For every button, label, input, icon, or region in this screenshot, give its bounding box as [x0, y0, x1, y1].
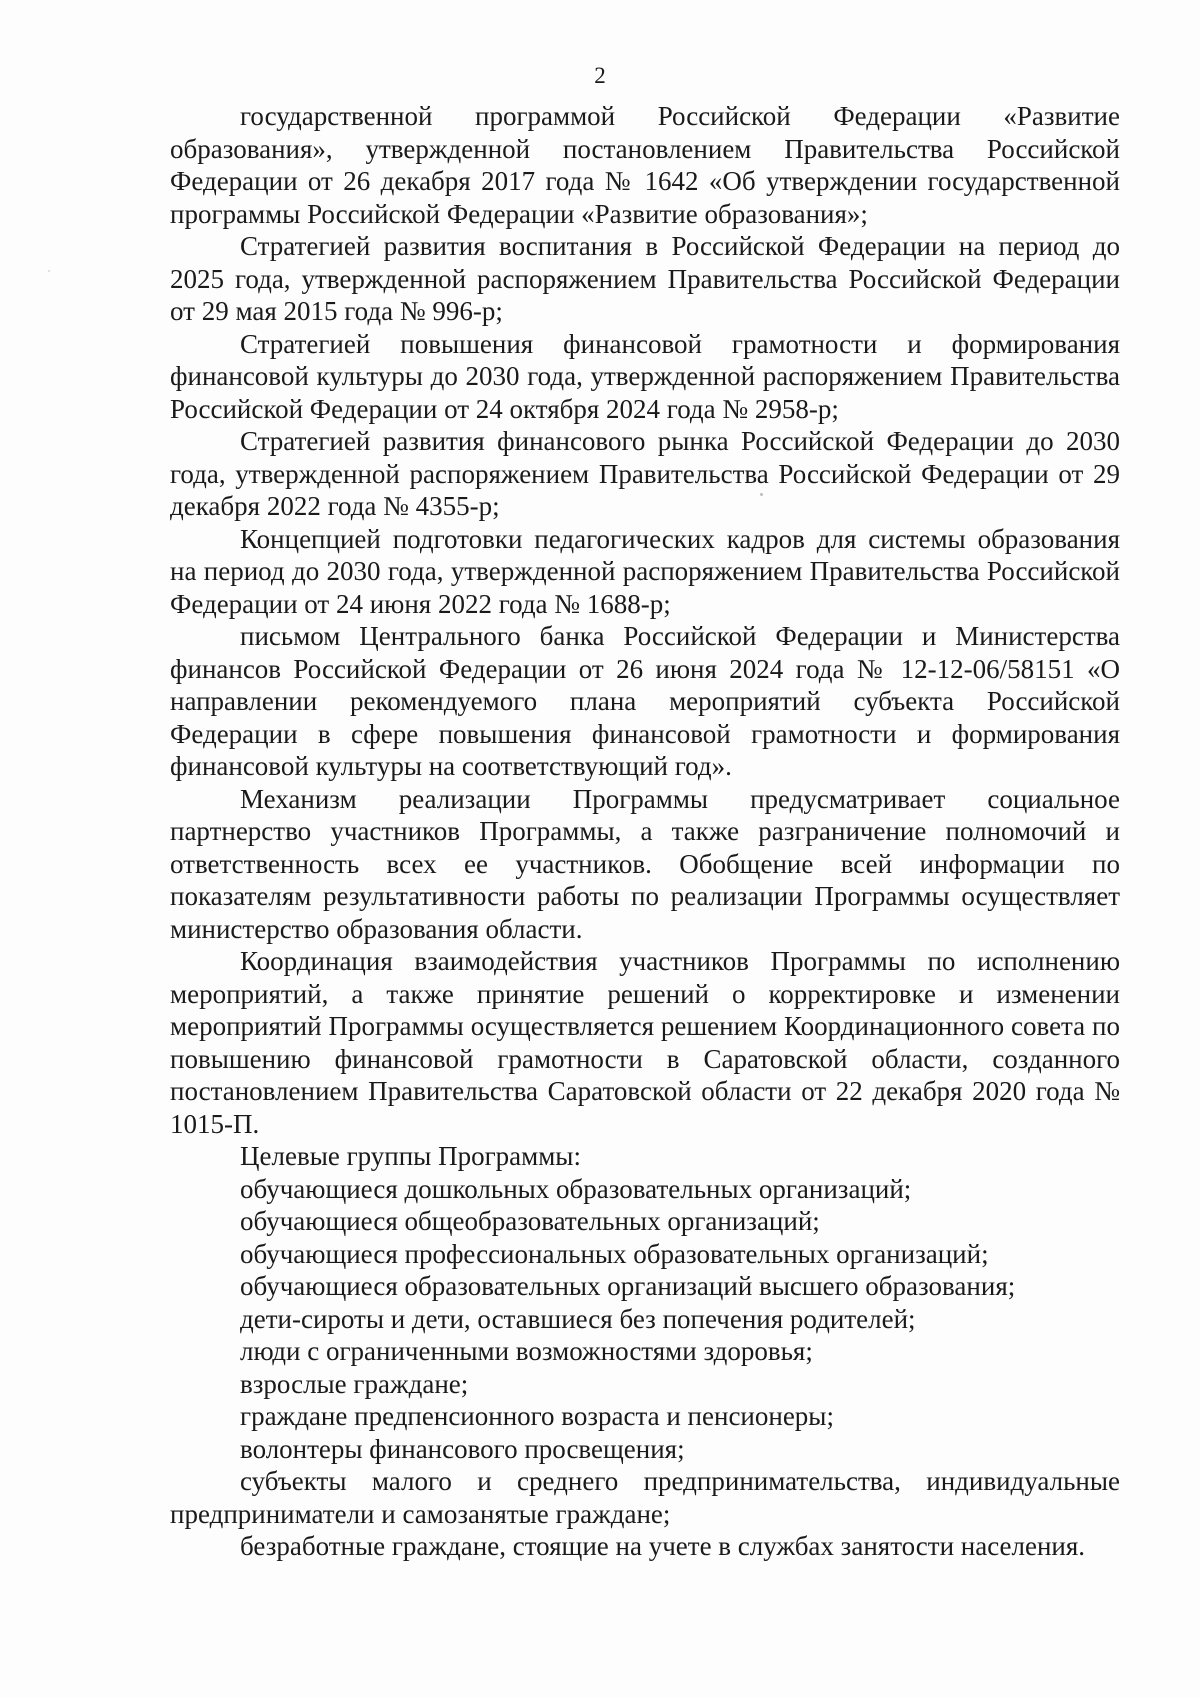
list-item: обучающиеся профессиональных образовательных организаций; — [240, 1238, 989, 1269]
scan-speck — [48, 270, 50, 272]
paragraph-central-bank-letter: письмом Центрального банка Российской Федерации и Министерства финансов Российской Федерации от 26 июня 2024 года № 12-12-06/58151 «О направлении рекомендуемого плана мероприятий субъекта Российской Федерации в сфере повышения финансовой грамотности и формирования финансовой культуры на соответствующий год». — [170, 621, 1120, 781]
target-groups-heading: Целевые группы Программы: — [240, 1141, 581, 1171]
document-body — [170, 100, 1120, 1563]
paragraph-financial-market-strategy: Стратегией развития финансового рынка Российской Федерации до 2030 года, утвержденной распоряжением Правительства Российской Федерации от 29 декабря 2022 года № 4355-р; — [170, 426, 1120, 521]
page-number: 2 — [594, 63, 606, 88]
list-item: люди с ограниченными возможностями здоровья; — [240, 1336, 813, 1366]
list-item: обучающиеся образовательных организаций высшего образования; — [240, 1271, 1016, 1301]
list-item: безработные граждане, стоящие на учете в службах занятости населения. — [240, 1531, 1086, 1561]
paragraph-upbringing-strategy: Стратегией развития воспитания в Российской Федерации на период до 2025 года, утвержденной распоряжением Правительства Российской Федерации от 29 мая 2015 года № 996-р; — [170, 231, 1120, 326]
paragraph-state-program: государственной программой Российской Федерации «Развитие образования», утвержденной постановлением Правительства Российской Федерации от 26 декабря 2017 года № 1642 «Об утверждении государственной программы Российской Федерации «Развитие образования»; — [170, 101, 1120, 229]
paragraph-implementation-mechanism: Механизм реализации Программы предусматривает социальное партнерство участников Программы, а также разграничение полномочий и ответственность всех ее участников. Обобщение всей информации по показателям результативности работы по реализации Программы осуществляет министерство образования области. — [170, 783, 1120, 944]
list-item: граждане предпенсионного возраста и пенсионеры; — [240, 1401, 834, 1431]
paragraph-coordination: Координация взаимодействия участников Программы по исполнению мероприятий, а также принятие решений о корректировке и изменении мероприятий Программы осуществляется решением Координационного совета по повышению финансовой грамотности в Саратовской области, созданного постановлением Правительства Саратовской области от 22 декабря 2020 года № 1015-П. — [170, 946, 1120, 1139]
paragraph-financial-literacy-strategy: Стратегией повышения финансовой грамотности и формирования финансовой культуры до 2030 года, утвержденной распоряжением Правительства Российской Федерации от 24 октября 2024 года № 2958-р; — [170, 328, 1120, 424]
paragraph-teacher-training-concept: Концепцией подготовки педагогических кадров для системы образования на период до 2030 года, утвержденной распоряжением Правительства Российской Федерации от 24 июня 2022 года № 1688-р; — [170, 523, 1120, 619]
list-item: обучающиеся дошкольных образовательных организаций; — [240, 1173, 912, 1204]
scan-speck — [760, 493, 763, 496]
list-item: дети-сироты и дети, оставшиеся без попечения родителей; — [240, 1303, 916, 1334]
list-item: субъекты малого и среднего предпринимательства, индивидуальные предприниматели и самозанятые граждане; — [170, 1466, 1120, 1529]
list-item: волонтеры финансового просвещения; — [240, 1433, 685, 1464]
list-item: обучающиеся общеобразовательных организаций; — [240, 1206, 820, 1236]
list-item: взрослые граждане; — [240, 1368, 469, 1399]
